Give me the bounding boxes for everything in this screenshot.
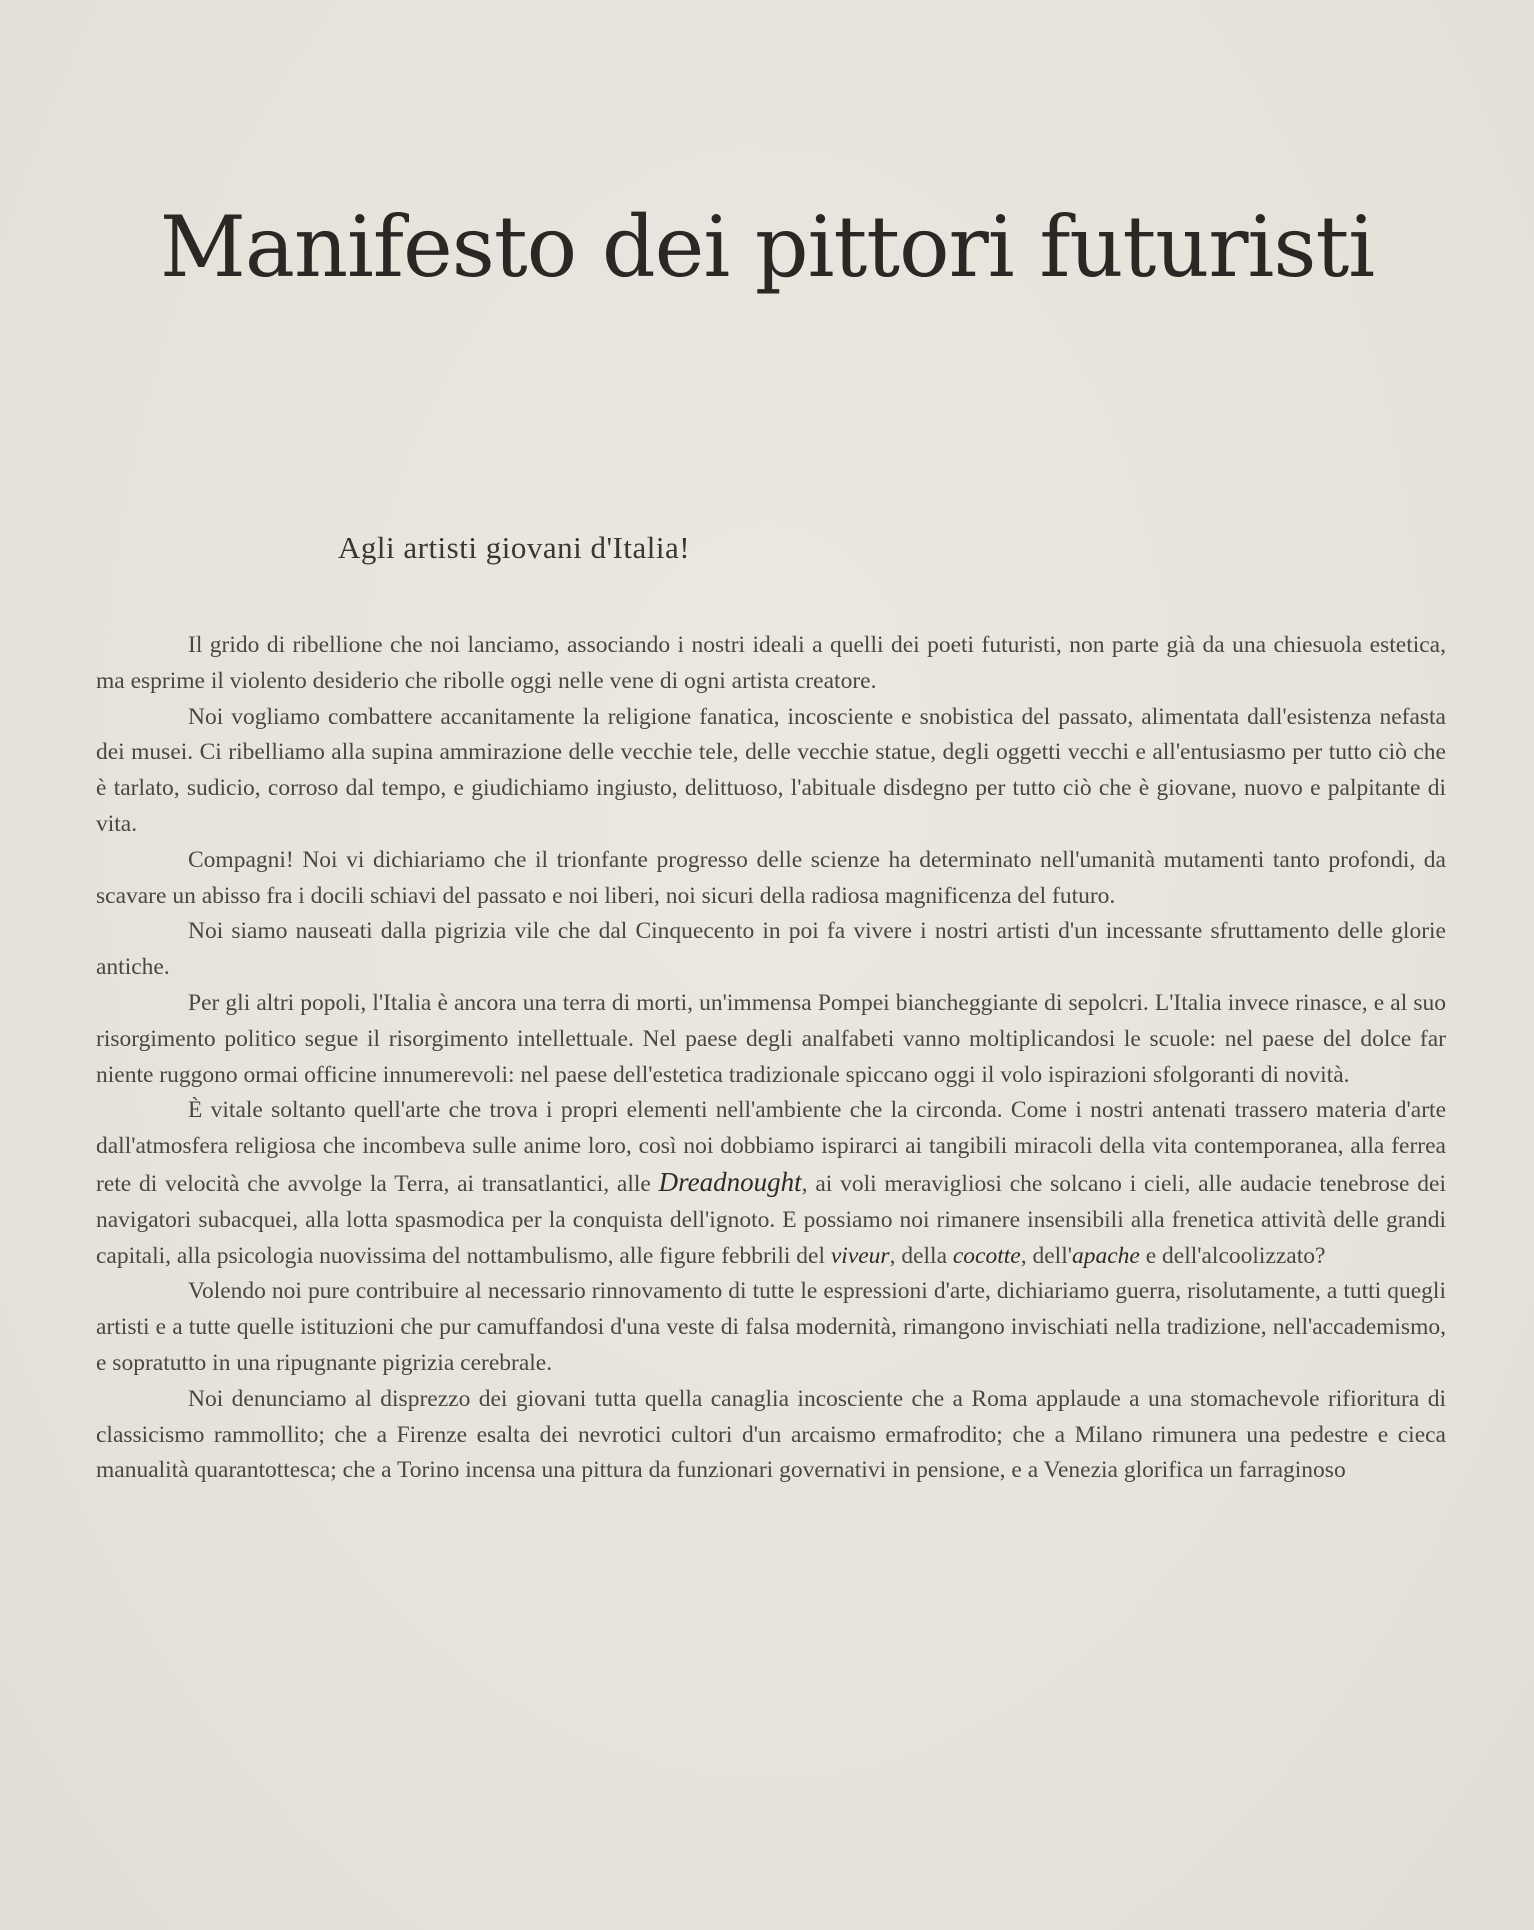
emphasis-viveur: viveur <box>830 1242 890 1269</box>
document-subtitle: Agli artisti giovani d'Italia! <box>338 530 691 565</box>
paragraph-6-text-a: È vitale soltanto quell'arte che trova i propri elementi nell'ambiente che la circonda. Come i nostri antenati trassero materia d'arte dall'atmosfera religiosa che incombeva sulle anime loro, così noi dobbiamo ispirarci ai tangibili miracoli della vita contemporanea, alla ferrea rete di velocità che avvolge la Terra, ai transatlantici, alle <box>96 1097 1446 1197</box>
paragraph-6-text-b: , ai voli meravigliosi che solcano i cieli, alle audacie tenebrose dei navigatori subacquei, alla lotta spasmodica per la conquista dell'ignoto. E possiamo noi rimanere insensibili alla frenetica attività delle grandi capitali, alla psicologia nuovissima del nottambulismo, alle figure febbrili del <box>96 1170 1446 1269</box>
paragraph-4: Noi siamo nauseati dalla pigrizia vile che dal Cinquecento in poi fa vivere i nostri artisti d'un incessante sfruttamento delle glorie antiche. <box>96 918 1446 981</box>
paragraph-5: Per gli altri popoli, l'Italia è ancora una terra di morti, un'immensa Pompei biancheggiante di sepolcri. L'Italia invece rinasce, e al suo risorgimento politico segue il risorgimento intellettuale. Nel paese degli analfabeti vanno moltiplicandosi le scuole: nel paese del dolce far niente ruggono ormai officine innumerevoli: nel paese dell'estetica tradizionale spiccano oggi il volo ispirazioni sfolgoranti di novità. <box>96 989 1446 1088</box>
document-title: Manifesto dei pittori futuristi <box>159 198 1375 296</box>
paragraph-2: Noi vogliamo combattere accanitamente la religione fanatica, incosciente e snobistica del passato, alimentata dall'esistenza nefasta dei musei. Ci ribelliamo alla supina ammirazione delle vecchie tele, delle vecchie statue, degli oggetti vecchi e all'entusiasmo per tutto ciò che è tarlato, sudicio, corroso dal tempo, e giudichiamo ingiusto, delittuoso, l'abituale disdegno per tutto ciò che è giovane, nuovo e palpitante di vita. <box>96 703 1446 837</box>
paragraph-6-text-d: , dell' <box>1020 1242 1072 1269</box>
paragraph-6-text-c: , della <box>889 1242 953 1269</box>
paragraph-8: Noi denunciamo al disprezzo dei giovani tutta quella canaglia incosciente che a Roma applaude a una stomachevole rifioritura di classicismo rammollito; che a Firenze esalta dei nevrotici cultori d'un arcaismo ermafrodito; che a Milano rimunera una pedestre e cieca manualità quarantottesca; che a Torino incensa una pittura da funzionari governativi in pensione, e a Venezia glorifica un farraginoso <box>96 1385 1446 1484</box>
paragraph-6 <box>96 1093 1446 1274</box>
paragraph-7: Volendo noi pure contribuire al necessario rinnovamento di tutte le espressioni d'arte, dichiariamo guerra, risolutamente, a tutti quegli artisti e a tutte quelle istituzioni che pur camuffandosi d'una veste di falsa modernità, rimangono invischiati nella tradizione, nell'accademismo, e sopratutto in una ripugnante pigrizia cerebrale. <box>96 1278 1446 1376</box>
emphasis-apache: apache <box>1071 1242 1140 1269</box>
paragraph-3: Compagni! Noi vi dichiariamo che il trionfante progresso delle scienze ha determinato nell'umanità mutamenti tanto profondi, da scavare un abisso fra i docili schiavi del passato e noi liberi, noi sicuri della radiosa magnificenza del futuro. <box>96 846 1446 909</box>
manifesto-body <box>96 628 1446 1489</box>
emphasis-dreadnought: Dreadnought <box>658 1166 802 1197</box>
paragraph-1: Il grido di ribellione che noi lanciamo, associando i nostri ideali a quelli dei poeti futuristi, non parte già da una chiesuola estetica, ma esprime il violento desiderio che ribolle oggi nelle vene di ogni artista creatore. <box>96 632 1446 694</box>
paragraph-6-text-e: e dell'alcoolizzato? <box>1139 1242 1326 1269</box>
emphasis-cocotte: cocotte <box>952 1242 1021 1269</box>
